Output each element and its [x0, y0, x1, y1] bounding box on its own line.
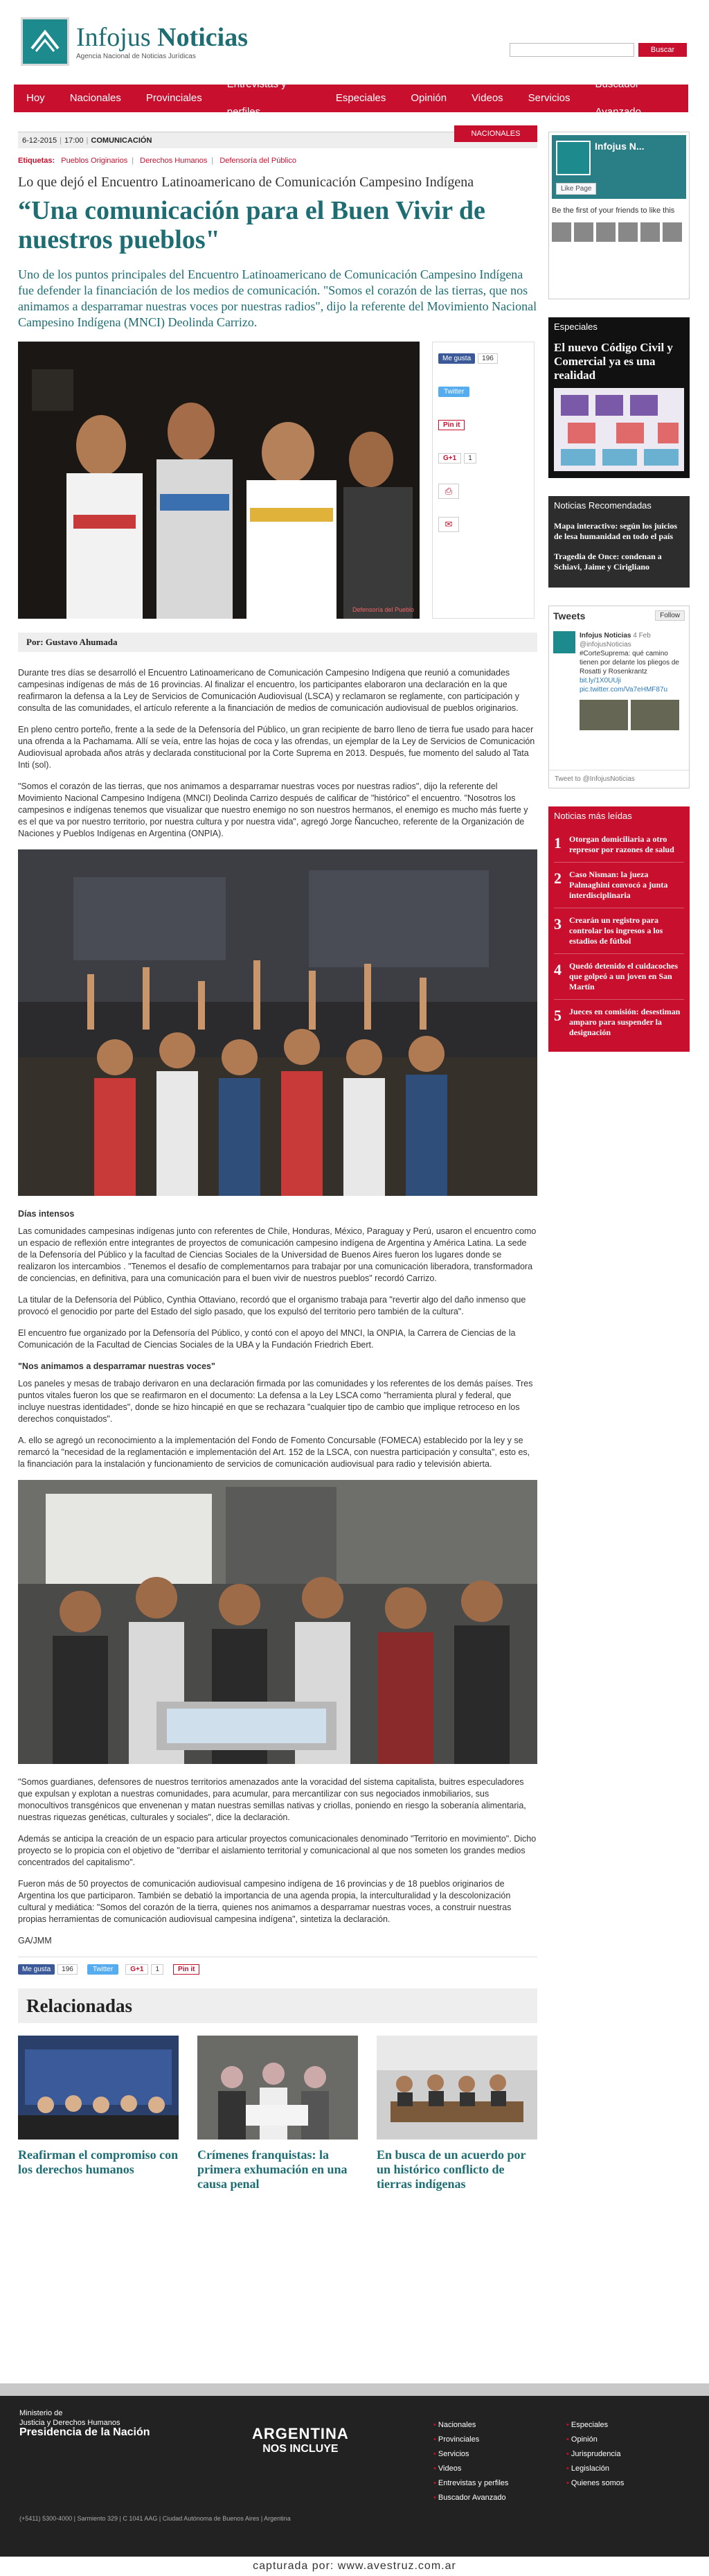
article-signature: GA/JMM [18, 1936, 52, 1946]
mail-icon[interactable]: ✉ [438, 517, 459, 532]
footer-link[interactable]: • Videos [433, 2462, 508, 2476]
body-paragraph: Las comunidades campesinas indígenas junto con referentes de Chile, Honduras, México, Paraguay y Perú, usaron el encuentro como un espacio de reflexión entre integrantes de proyectos de comunicación campesino indígena de Argentina y América Latina. La sede de la Defensoría del Público y la facultad de Ciencias Sociales de la Universidad de Buenos Aires fueron los lugares donde se realizaron los intercambios . "Tenemos el desafío de complementarnos para trabajar por una comunicación liberadora, transformadora de conciencias, en definitiva, para una comunicación para el buen vivir de nuestros pueblos" recordó Carrizo. [18, 1226, 537, 1283]
site-logo[interactable] [21, 17, 277, 67]
footer-link[interactable]: • Entrevistas y perfiles [433, 2476, 508, 2491]
related-item[interactable] [18, 2036, 179, 2191]
tweet-link[interactable]: bit.ly/1X0UUji pic.twitter.com/Va7eHMF87u [580, 677, 668, 694]
especiales-heading[interactable]: Especiales [548, 317, 690, 337]
pinterest-button[interactable]: Pin it [438, 420, 465, 430]
article-main-photo [18, 342, 420, 619]
footer-links-2 [566, 2418, 624, 2491]
nav-item-videos[interactable]: Videos [472, 92, 503, 104]
site-header [0, 0, 709, 82]
most-read-number: 5 [554, 1007, 562, 1024]
related-title[interactable]: Crímenes franquistas: la primera exhumación en una causa penal [197, 2148, 348, 2191]
main-nav [14, 78, 688, 118]
nav-item-buscador[interactable]: Buscador Avanzado [595, 78, 641, 118]
site-footer [0, 2383, 709, 2557]
body-paragraph: Además se anticipa la creación de un espacio para articular proyectos comunicacionales denominado "Territorio en movimiento". Dicho proyecto se lo propicia con el objetivo de "derribar el aislamiento territorial y comunicacional al que nos someten los grandes medios concentrados del capitalismo". [18, 1834, 537, 1867]
related-title[interactable]: Reafirman el compromiso con los derechos humanos [18, 2148, 179, 2176]
facebook-like-button[interactable]: Me gusta [438, 353, 475, 364]
section-subtitle: "Nos animamos a desparramar nuestras voces" [18, 1361, 215, 1371]
facebook-like-count: 196 [478, 353, 498, 364]
sidebar [548, 132, 690, 1052]
photo-credit: Defensoría del Pueblo [352, 606, 414, 613]
share-column [432, 342, 535, 619]
section-subtitle: Días intensos [18, 1209, 75, 1219]
related-list [18, 2036, 537, 2191]
nav-item-hoy[interactable]: Hoy [26, 92, 45, 104]
avatar[interactable] [553, 631, 575, 653]
tweet-handle[interactable]: @infojusNoticias [580, 641, 631, 649]
tags-label: Etiquetas: [18, 157, 55, 165]
tweet-author[interactable]: Infojus Noticias [580, 632, 631, 639]
footer-link[interactable]: • Especiales [566, 2418, 624, 2433]
nav-item-servicios[interactable]: Servicios [528, 92, 571, 104]
related-thumbnail[interactable] [197, 2036, 358, 2140]
body-paragraph: En pleno centro porteño, frente a la sede de la Defensoría del Público, un gran recipiente de barro lleno de tierra fue usado para hacer una ofrenda a la Pachamama. Allí se veía, entre las hojas de coca y las ofrendas, un ejemplar de la Ley de Servicios de Comunicación Audiovisual aprobada años atrás y declarada constitucional por la Corte Suprema en 2013. Después, fue momento del saludo al Tata Inti (sol). [18, 725, 535, 770]
avatar[interactable] [640, 222, 660, 242]
most-read-heading: Noticias más leídas [548, 806, 690, 826]
article-meta: 6-12-2015 | 17:00 | COMUNICACIÓN NACIONALES [18, 132, 537, 148]
most-read-item[interactable] [554, 863, 684, 908]
ministry-logo[interactable] [19, 2408, 150, 2437]
body-paragraph: A. ello se agregó un reconocimiento a la implementación del Fondo de Fomento Concursable (FOMECA) establecido por la ley y se remarcó la "necesidad de la reglamentación e implementación del Art. 152 de la LSCA, con nuestra participación y consulta", esto es, la financiación para la instalación y funcionamiento de servicios de comunicación audiovisual para radio y televisión abierta. [18, 1436, 530, 1469]
avatar[interactable] [596, 222, 616, 242]
most-read-item[interactable] [554, 827, 684, 863]
recomendadas-heading: Noticias Recomendadas [548, 496, 690, 515]
slogan-line-1: ARGENTINA [252, 2425, 349, 2442]
related-title[interactable]: En busca de un acuerdo por un histórico conflicto de tierras indígenas [377, 2148, 526, 2191]
footer-link[interactable]: • Quienes somos [566, 2476, 624, 2491]
avatar[interactable] [574, 222, 593, 242]
nav-item-especiales[interactable]: Especiales [335, 92, 386, 104]
article-tags: Etiquetas: Pueblos Originarios | Derechos Humanos | Defensoría del Público [18, 157, 296, 165]
capture-credit: capturada por: www.avestruz.com.ar [0, 2557, 709, 2576]
tweet-image[interactable] [631, 700, 679, 730]
tweet-to-link[interactable]: Tweet to @InfojusNoticias [549, 770, 689, 788]
article-kicker: Lo que dejó el Encuentro Latinoamericano de Comunicación Campesino Indígena [18, 175, 474, 190]
google-plus-count: 1 [151, 1964, 163, 1975]
pinterest-button[interactable]: Pin it [173, 1964, 199, 1975]
most-read-title[interactable]: Quedó detenido el cuidacoches que golpeó a un joven en San Martín [569, 961, 679, 991]
most-read-box [548, 806, 690, 1052]
body-paragraph: El encuentro fue organizado por la Defensoría del Público, y contó con el apoyo del MNCI, la ONPIA, la Carrera de Ciencias de la Comunicación de la Facultad de Ciencias Sociales de la UBA y la Fundación Friedrich Ebert. [18, 1328, 516, 1350]
recomendada-item[interactable]: Mapa interactivo: según los juicios de lesa humanidad en todo el país [554, 521, 677, 541]
related-thumbnail[interactable] [18, 2036, 179, 2140]
ministry-line-2: Justicia y Derechos Humanos [19, 2419, 120, 2427]
article-photo-workshop [18, 1480, 537, 1764]
tweet-images [580, 700, 685, 730]
footer-divider [0, 2383, 709, 2396]
twitter-share-button[interactable]: Twitter [438, 387, 469, 397]
nav-item-entrevistas[interactable]: Entrevistas y perfiles [226, 78, 287, 118]
logo-subtitle: Agencia Nacional de Noticias Jurídicas [76, 52, 196, 60]
article-column [18, 132, 537, 2191]
recomendadas-box [548, 496, 690, 588]
tweet-date[interactable]: 4 Feb [633, 632, 651, 639]
recomendada-item[interactable]: Tragedia de Once: condenan a Schiavi, Jaime y Cirigliano [554, 552, 662, 572]
facebook-page-widget [548, 132, 690, 299]
body-paragraph: Los paneles y mesas de trabajo derivaron en una declaración firmada por las comunidades y los referentes de los demás países. Tres puntos vitales fueron los que se reafirmaron en el documento: La defensa a la Ley LSCA como "herramienta plural y federal, que incluye nuestras identidades", donde se hizo hincapié en que se rechazara "cualquier tipo de cambio que implique retroceso en los derechos conquistados". [18, 1379, 533, 1424]
most-read-title[interactable]: Caso Nisman: la jueza Palmaghini convocó a junta interdisciplinaria [569, 870, 668, 900]
twitter-widget [548, 606, 690, 788]
body-paragraph: Durante tres días se desarrolló el Encuentro Latinoamericano de Comunicación Campesino Indígena que reunió a comunidades campesinas indígenas de más de 16 provincias. Al finalizar el encuentro, los participantes elaboraron una declaración en la que reafirmaron la defensa a la Ley de Servicios de Comunicación Audiovisual (LSCA) y reclamaron se reglamente, con participación y consulta de las comunidades, el artículo referente a la financiación de medios de comunicación audiovisual de pueblos originarios. [18, 668, 519, 713]
especiales-box [548, 317, 690, 478]
facebook-like-button[interactable]: Me gusta [18, 1964, 55, 1975]
search-button[interactable]: Buscar [638, 43, 687, 57]
print-icon[interactable]: ⎙ [438, 484, 459, 499]
footer-link[interactable]: • Nacionales [433, 2418, 508, 2433]
most-read-item[interactable] [554, 1000, 684, 1045]
most-read-item[interactable] [554, 908, 684, 954]
most-read-item[interactable] [554, 954, 684, 1000]
nav-item-opinion[interactable]: Opinión [411, 92, 447, 104]
nav-item-provinciales[interactable]: Provinciales [145, 92, 202, 104]
most-read-title[interactable]: Jueces en comisión: desestiman amparo para suspender la designación [569, 1007, 681, 1037]
slogan-line-2: NOS INCLUYE [262, 2443, 339, 2455]
search-input[interactable] [510, 43, 634, 57]
footer-link[interactable]: • Servicios [433, 2447, 508, 2462]
google-plus-button[interactable]: G+1 [125, 1964, 148, 1975]
facebook-like-page-button[interactable]: Like Page [556, 183, 596, 195]
most-read-number: 2 [554, 870, 562, 887]
most-read-title[interactable]: Crearán un registro para controlar los ingresos a los estadios de fútbol [569, 915, 663, 946]
related-heading: Relacionadas [18, 1988, 537, 2023]
facebook-faces [552, 222, 686, 242]
logo-mark-icon [21, 17, 69, 66]
article-date: 6-12-2015 [22, 136, 57, 145]
twitter-follow-button[interactable]: Follow [655, 610, 685, 621]
footer-link[interactable]: • Opinión [566, 2433, 624, 2447]
most-read-number: 1 [554, 834, 562, 852]
footer-links-1 [433, 2418, 508, 2505]
footer-link[interactable]: • Buscador Avanzado [433, 2491, 508, 2505]
tweets-heading: Tweets [553, 610, 586, 621]
google-plus-count: 1 [464, 453, 476, 464]
most-read-number: 3 [554, 915, 562, 933]
presidency-label: Presidencia de la Nación [19, 2426, 150, 2438]
facebook-page-logo-icon [556, 141, 591, 175]
article-body [18, 667, 537, 1947]
footer-link[interactable]: • Jurisprudencia [566, 2447, 624, 2462]
footer-link[interactable]: • Provinciales [433, 2433, 508, 2447]
tag-link[interactable]: Pueblos Originarios [61, 157, 128, 165]
related-thumbnail[interactable] [377, 2036, 537, 2140]
avatar[interactable] [618, 222, 638, 242]
body-paragraph: "Somos guardianes, defensores de nuestros territorios amenazados ante la voracidad del sistema capitalista, buitres especuladores que expulsan y explotan a nuestras comunidades, para acumular, para mercantilizar con sus negociados inmobiliarios, sus monocultivos transgénicos que envenenan y matan nuestras semillas nativas y criollas, poniendo en riesgo la soberanía alimentaria, nuestras riquezas genéticas, culturales y sociales", dice la declaración. [18, 1777, 526, 1822]
most-read-number: 4 [554, 961, 562, 978]
most-read-title[interactable]: Otorgan domiciliaria a otro represor por razones de salud [569, 834, 674, 854]
article-photo-protest [18, 849, 537, 1196]
footer-link[interactable]: • Legislación [566, 2462, 624, 2476]
especiales-image[interactable] [554, 388, 684, 471]
article-lead: Uno de los puntos principales del Encuentro Latinoamericano de Comunicación Campesino Indígena fue defender la financiación de los medios de comunicación. "Somos el corazón de las tierras, que nos animamos a desparramar nuestras voces por nuestras radios", dijo la referente del Movimiento Nacional Campesino Indígena (MNCI) Deolinda Carrizo. [18, 267, 537, 329]
article-section[interactable]: COMUNICACIÓN [91, 136, 152, 145]
tag-link[interactable]: Defensoría del Público [219, 157, 296, 165]
article-headline: “Una comunicación para el Buen Vivir de nuestros pueblos" [18, 196, 485, 254]
body-paragraph: Fueron más de 50 proyectos de comunicación audiovisual campesino indígena de 16 provincias y de 18 pueblos originarios de Argentina los que participaron. También se debatió la importancia de una agenda propia, la interculturalidad y la descolonización cultural y mediática: "Somos del corazón de la tierra, quienes nos animamos a desparramar nuestras voces, a construir nuestras propias herramientas de comunicación audiovisual campesina indígena", sintetiza la declaración. [18, 1879, 512, 1924]
tweet-text: #CorteSuprema: qué camino tienen por delante los pliegos de Rosatti y Rosenkrantz [580, 650, 679, 676]
ministry-line-1: Ministerio de [19, 2409, 63, 2417]
tag-link[interactable]: Derechos Humanos [140, 157, 208, 165]
related-item[interactable] [377, 2036, 537, 2191]
body-paragraph: "Somos el corazón de las tierras, que nos animamos a desparramar nuestras voces por nuestras radios", dijo la referente del Movimiento Nacional Campesino Indígena (MNCI) Deolinda Carrizo después de calificar de "histórico" el encuentro. "Nosotros los campesinos e indígenas tenemos que visualizar que nuestro enemigo no son nuestros hermanos, el enemigo es mucho más fuerte y es el que va por nuestro territorio, por nuestra cultura y por nuestra vida", agregó Jorge Ñancucheo, referente de la Organización de Naciones y Pueblos Indígenas en Argentina (ONPIA). [18, 782, 528, 838]
article-time: 17:00 [64, 136, 84, 145]
especiales-title[interactable]: El nuevo Código Civil y Comercial ya es una realidad [554, 341, 673, 382]
nav-item-nacionales[interactable]: Nacionales [69, 92, 121, 104]
related-item[interactable] [197, 2036, 358, 2191]
google-plus-button[interactable]: G+1 [438, 453, 461, 464]
facebook-page-title[interactable]: Infojus N... [595, 141, 645, 152]
bottom-share-bar [18, 1957, 537, 1975]
facebook-page-cover[interactable] [552, 135, 686, 199]
argentina-slogan [252, 2425, 349, 2455]
facebook-page-text: Be the first of your friends to like this [552, 206, 675, 215]
tweet [553, 631, 685, 694]
section-badge[interactable]: NACIONALES [454, 125, 537, 142]
logo-title: Infojus Noticias [76, 22, 249, 52]
avatar[interactable] [663, 222, 682, 242]
avatar[interactable] [552, 222, 571, 242]
article-author: Por: Gustavo Ahumada [18, 633, 537, 652]
tweet-image[interactable] [580, 700, 628, 730]
facebook-like-count: 196 [57, 1964, 78, 1975]
body-paragraph: La titular de la Defensoría del Público, Cynthia Ottaviano, recordó que el organismo trabaja para "revertir algo del daño inmenso que provocó el genocidio por parte del Estado del siglo pasado, que los expulsó del territorio pero también de la cultura". [18, 1295, 526, 1316]
footer-address: (+5411) 5300-4000 | Sarmiento 329 | C 1041 AAG | Ciudad Autónoma de Buenos Aires | Argentina [19, 2515, 291, 2522]
twitter-share-button[interactable]: Twitter [87, 1964, 118, 1975]
